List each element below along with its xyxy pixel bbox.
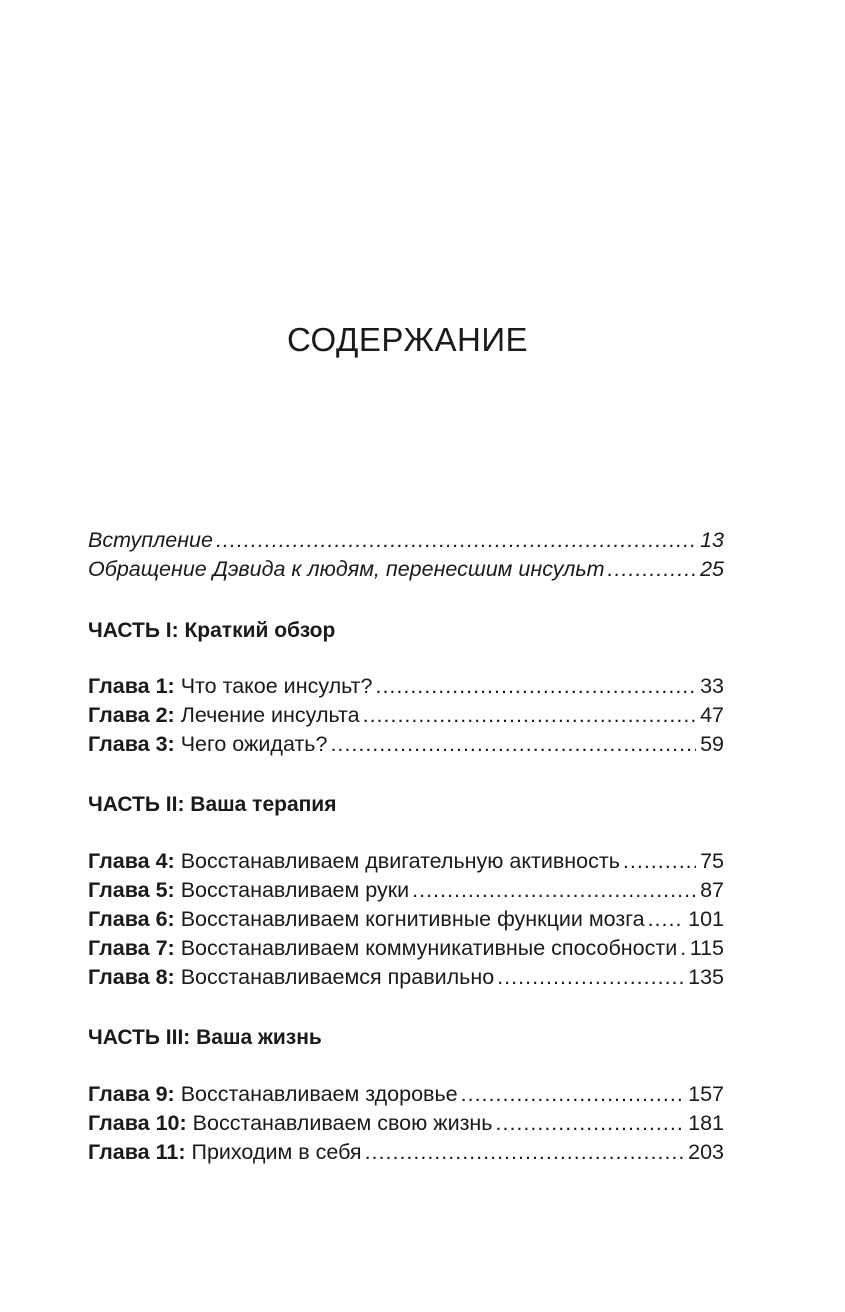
entry-title: Восстанавливаемся правильно (180, 965, 495, 989)
entry-title: Что такое инсульт? (180, 674, 373, 698)
part-1-chapters (88, 672, 724, 759)
chapter-number: Глава 10: (88, 1111, 187, 1135)
chapter-number: Глава 4: (88, 849, 175, 873)
page-title: СОДЕРЖАНИЕ (286, 321, 529, 358)
chapter-number: Глава 1: (88, 674, 175, 698)
toc-entry-chapter-10[interactable] (88, 1109, 724, 1138)
part-heading-2 (88, 790, 724, 819)
entry-title: Восстанавливаем двигательную активность (180, 849, 620, 873)
chapter-number: Глава 7: (88, 936, 175, 960)
toc-entry-chapter-1[interactable] (88, 672, 724, 701)
page-number: 13 (700, 528, 724, 552)
entry-title: Вступление (88, 528, 213, 552)
page-number: 203 (688, 1140, 724, 1164)
leader-dots (680, 934, 685, 963)
toc-entry-chapter-5[interactable] (88, 876, 724, 905)
leader-dots (330, 730, 696, 759)
part-heading: ЧАСТЬ II: Ваша терапия (88, 793, 337, 816)
toc-entry-intro[interactable] (88, 526, 724, 555)
toc-entry-chapter-11[interactable] (88, 1138, 724, 1167)
page-number: 75 (700, 849, 724, 873)
leader-dots (461, 1080, 684, 1109)
chapter-number: Глава 11: (88, 1140, 186, 1164)
toc-entry-address[interactable] (88, 555, 724, 584)
toc-entry-chapter-4[interactable] (88, 847, 724, 876)
entry-title: Восстанавливаем когнитивные функции мозга (180, 907, 645, 931)
leader-dots (412, 876, 696, 905)
leader-dots (216, 526, 696, 555)
leader-dots (623, 847, 696, 876)
entry-title: Восстанавливаем здоровье (180, 1082, 458, 1106)
chapter-number: Глава 5: (88, 878, 175, 902)
toc-entry-chapter-6[interactable] (88, 905, 724, 934)
page-number: 87 (700, 878, 724, 902)
leader-dots (648, 905, 685, 934)
toc-entry-chapter-7[interactable] (88, 934, 724, 963)
leader-dots (608, 555, 697, 584)
intro-list (88, 526, 724, 584)
entry-title: Обращение Дэвида к людям, перенесшим инсульт (88, 557, 605, 581)
page-number: 47 (700, 703, 724, 727)
page-number: 33 (700, 674, 724, 698)
part-2-chapters (88, 847, 724, 992)
entry-title: Восстанавливаем свою жизнь (192, 1111, 493, 1135)
leader-dots (375, 672, 696, 701)
entry-title: Лечение инсульта (180, 703, 360, 727)
entry-title: Приходим в себя (191, 1140, 362, 1164)
entry-title: Восстанавливаем руки (180, 878, 410, 902)
page-number: 59 (700, 732, 724, 756)
leader-dots (496, 1109, 685, 1138)
page-number: 101 (688, 907, 724, 931)
chapter-number: Глава 9: (88, 1082, 175, 1106)
page-number: 135 (688, 965, 724, 989)
page-number: 25 (700, 557, 724, 581)
toc-entry-chapter-2[interactable] (88, 701, 724, 730)
toc-entry-chapter-3[interactable] (88, 730, 724, 759)
part-3-chapters (88, 1080, 724, 1167)
chapter-number: Глава 6: (88, 907, 175, 931)
leader-dots (363, 701, 696, 730)
chapter-number: Глава 2: (88, 703, 175, 727)
part-heading: ЧАСТЬ I: Краткий обзор (88, 619, 336, 642)
part-heading: ЧАСТЬ III: Ваша жизнь (88, 1026, 322, 1049)
page-number: 115 (689, 936, 724, 960)
entry-title: Восстанавливаем коммуникативные способности (180, 936, 678, 960)
toc-entry-chapter-8[interactable] (88, 963, 724, 992)
part-heading-3 (88, 1023, 724, 1052)
page-number: 181 (688, 1111, 724, 1135)
chapter-number: Глава 3: (88, 732, 175, 756)
part-heading-1 (88, 616, 724, 645)
entry-title: Чего ожидать? (180, 732, 328, 756)
leader-dots (497, 963, 684, 992)
page-number: 157 (688, 1082, 724, 1106)
leader-dots (365, 1138, 685, 1167)
chapter-number: Глава 8: (88, 965, 175, 989)
toc-entry-chapter-9[interactable] (88, 1080, 724, 1109)
